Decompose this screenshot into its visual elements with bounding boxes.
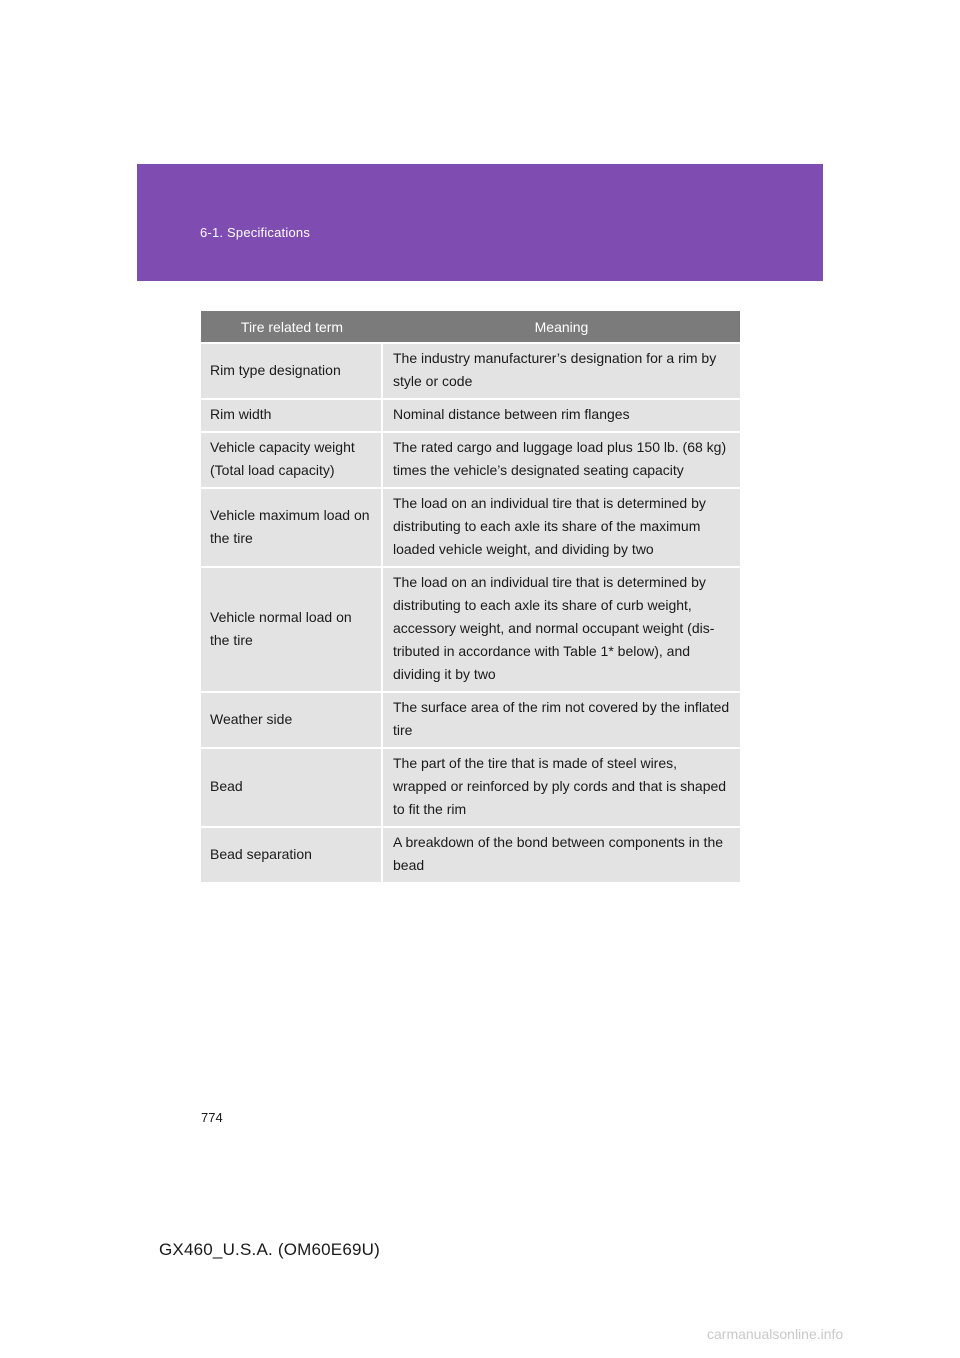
section-title: 6-1. Specifications — [200, 225, 311, 240]
meaning-cell: The load on an individual tire that is determined by distributing to each axle its share of the maximum loaded vehicle weight, and dividing by two — [383, 487, 740, 566]
table-row — [201, 398, 740, 431]
section-header-band — [137, 164, 823, 281]
page-number: 774 — [201, 1110, 223, 1125]
column-header-term: Tire related term — [201, 311, 383, 342]
meaning-cell: The load on an individual tire that is determined by distributing to each axle its share of curb weight, accessory weight, and normal occupant weight (dis-tributed in accordance with Table 1* below), and dividing it by two — [383, 566, 740, 691]
term-cell: Vehicle normal load on the tire — [201, 566, 383, 691]
table-row — [201, 566, 740, 691]
document-code: GX460_U.S.A. (OM60E69U) — [159, 1240, 380, 1259]
meaning-cell: The part of the tire that is made of steel wires, wrapped or reinforced by ply cords and that is shaped to fit the rim — [383, 747, 740, 826]
table-row — [201, 747, 740, 826]
term-cell: Bead separation — [201, 826, 383, 882]
meaning-cell: The industry manufacturer’s designation for a rim by style or code — [383, 342, 740, 398]
term-cell: Bead — [201, 747, 383, 826]
meaning-cell: The rated cargo and luggage load plus 150 lb. (68 kg) times the vehicle’s designated seating capacity — [383, 431, 740, 487]
table-row — [201, 691, 740, 747]
term-cell: Weather side — [201, 691, 383, 747]
meaning-cell: The surface area of the rim not covered by the inflated tire — [383, 691, 740, 747]
term-cell: Vehicle maximum load on the tire — [201, 487, 383, 566]
term-cell: Rim type designation — [201, 342, 383, 398]
meaning-cell: Nominal distance between rim flanges — [383, 398, 740, 431]
term-cell: Rim width — [201, 398, 383, 431]
table-header-row — [201, 311, 740, 342]
table-row — [201, 826, 740, 882]
watermark-text: carmanualsonline.info — [707, 1326, 844, 1342]
tire-terms-table — [201, 311, 740, 882]
meaning-cell: A breakdown of the bond between components in the bead — [383, 826, 740, 882]
table-row — [201, 342, 740, 398]
table-row — [201, 431, 740, 487]
column-header-meaning: Meaning — [383, 311, 740, 342]
table-row — [201, 487, 740, 566]
term-cell: Vehicle capacity weight (Total load capacity) — [201, 431, 383, 487]
